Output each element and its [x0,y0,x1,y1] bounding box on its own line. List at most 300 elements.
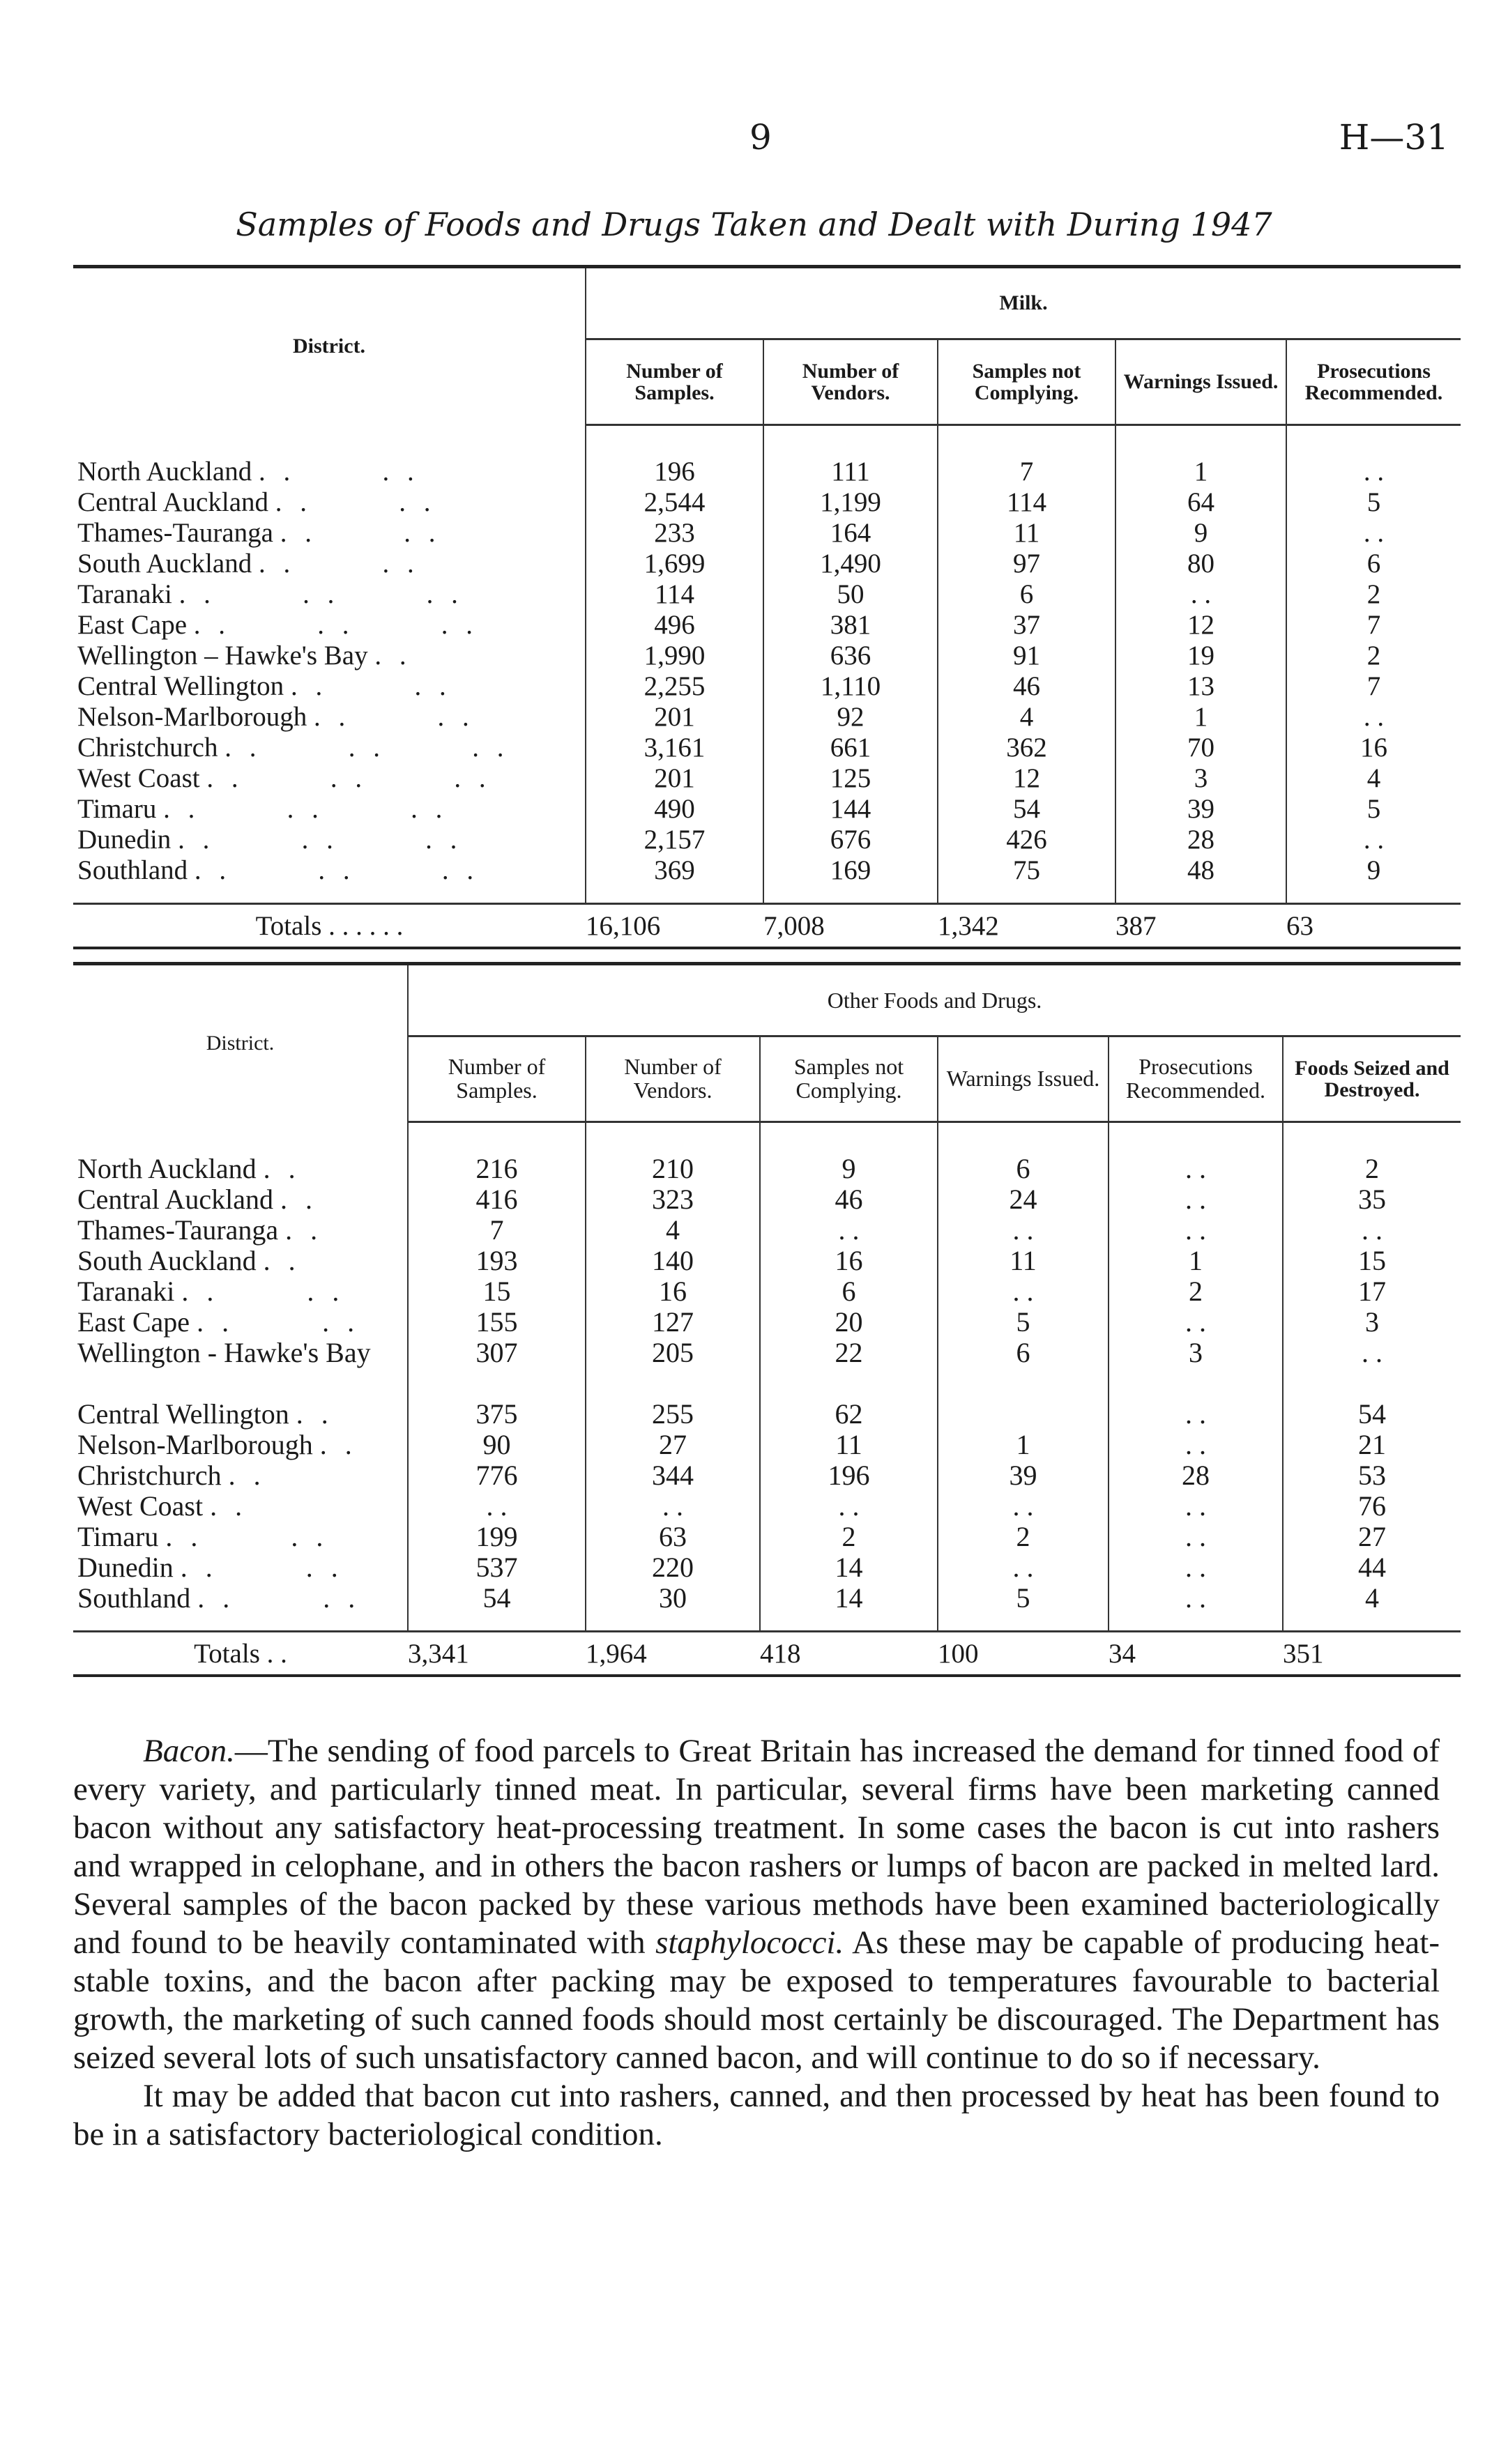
value-cell: 490 [586,794,763,825]
value-cell: 2 [1283,1154,1461,1184]
value-cell: . . [760,1491,938,1522]
district-name: Wellington - Hawke's Bay [77,1337,371,1368]
district-name: Central Wellington [77,1398,289,1430]
value-cell: 205 [586,1338,760,1399]
leader-dots: . . . . [165,1521,329,1552]
leader-dots: . . . . . . [163,794,448,824]
leader-dots: . . . . [314,702,475,732]
other-district-header: District. [73,964,408,1122]
district-name: Nelson-Marlborough [77,702,307,732]
value-cell: 53 [1283,1460,1461,1491]
value-cell: 92 [763,702,938,733]
value-cell: 362 [938,733,1115,763]
value-cell: 2,157 [586,825,763,855]
table-row [73,1338,1461,1399]
value-cell: 39 [1115,794,1286,825]
value-cell: 19 [1115,641,1286,671]
value-cell: . . [938,1215,1109,1246]
value-cell: . . [1283,1215,1461,1246]
leader-dots: . . . . [180,1552,344,1583]
value-cell: 2,544 [586,487,763,518]
other-total-vendors: 1,964 [586,1632,760,1676]
paragraph-italic-term: staphylococci. [655,1924,844,1961]
value-cell: 4 [586,1215,760,1246]
district-name: Thames-Tauranga [77,1214,279,1246]
district-name: South Auckland [77,1245,257,1276]
other-total-not-complying: 418 [760,1632,938,1676]
other-foods-table [73,962,1461,1677]
value-cell: 27 [586,1430,760,1460]
value-cell: 661 [763,733,938,763]
value-cell: 76 [1283,1491,1461,1522]
milk-col-not-complying: Samples not Complying. [938,339,1115,425]
table-row [73,671,1461,702]
value-cell: 426 [938,825,1115,855]
district-name: North Auckland [77,1153,257,1184]
other-col-prosecutions: Prosecutions Recommended. [1109,1036,1283,1122]
value-cell: 2 [938,1522,1109,1552]
district-name-cell [73,457,586,487]
milk-col-prosecutions: Prosecutions Recommended. [1286,339,1461,425]
value-cell: . . [1286,518,1461,549]
district-name: Wellington – Hawke's Bay [77,641,368,671]
value-cell: 369 [586,855,763,886]
value-cell: 1,990 [586,641,763,671]
value-cell: 35 [1283,1184,1461,1215]
value-cell: 6 [938,1338,1109,1399]
district-name-cell [73,518,586,549]
milk-total-samples: 16,106 [586,904,763,949]
value-cell: 1,110 [763,671,938,702]
value-cell: 54 [1283,1399,1461,1430]
value-cell: . . [1115,579,1286,610]
table-row [73,549,1461,579]
value-cell: . . [586,1491,760,1522]
value-cell: 5 [938,1307,1109,1338]
other-col-vendors: Number of Vendors. [586,1036,760,1122]
value-cell: 1 [938,1430,1109,1460]
leader-dots: . . [374,641,412,671]
value-cell: 114 [586,579,763,610]
value-cell: . . [1109,1583,1283,1614]
leader-dots: . . [296,1398,334,1430]
district-name-cell [73,1307,408,1338]
leader-dots: . . . . . . [194,855,480,885]
milk-table [73,265,1461,949]
value-cell: 20 [760,1307,938,1338]
district-name: Dunedin [77,1552,174,1583]
other-total-samples: 3,341 [408,1632,586,1676]
milk-group-header: Milk. [586,267,1461,339]
value-cell: 11 [938,518,1115,549]
leader-dots: . . . . [275,487,436,517]
value-cell: 75 [938,855,1115,886]
leader-dots: . . . . [258,457,420,487]
other-total-foods-seized: 351 [1283,1632,1461,1676]
table-row [73,1552,1461,1583]
value-cell: 140 [586,1246,760,1276]
value-cell: 48 [1115,855,1286,886]
table-row [73,1307,1461,1338]
value-cell: 22 [760,1338,938,1399]
district-name-cell [73,1430,408,1460]
value-cell: 201 [586,702,763,733]
leader-dots: . . . . [181,1276,345,1307]
district-name: Nelson-Marlborough [77,1429,313,1460]
district-name-cell [73,855,586,886]
value-cell: 307 [408,1338,586,1399]
value-cell: 7 [408,1215,586,1246]
value-cell: 15 [408,1276,586,1307]
district-name: Thames-Tauranga [77,518,273,548]
value-cell: 64 [1115,487,1286,518]
district-name-cell [73,641,586,671]
value-cell: . . [1109,1552,1283,1583]
leader-dots: . . . . [197,1582,361,1614]
other-totals-row [73,1632,1461,1676]
value-cell: 44 [1283,1552,1461,1583]
table-row [73,733,1461,763]
value-cell: 381 [763,610,938,641]
table-row [73,794,1461,825]
value-cell: 54 [938,794,1115,825]
district-name: West Coast [77,763,200,793]
other-col-foods-seized: Foods Seized and Destroyed. [1283,1036,1461,1122]
value-cell: . . [938,1276,1109,1307]
district-name-cell [73,487,586,518]
value-cell: 3 [1283,1307,1461,1338]
value-cell: 199 [408,1522,586,1552]
value-cell: 37 [938,610,1115,641]
value-cell: 28 [1115,825,1286,855]
paragraph-processed: It may be added that bacon cut into rashers, canned, and then processed by heat has been found to be in a satisfactory bacteriological condition. [73,2078,1440,2152]
district-name-cell [73,1460,408,1491]
milk-total-prosecutions: 63 [1286,904,1461,949]
value-cell: 4 [938,702,1115,733]
value-cell: 5 [938,1583,1109,1614]
value-cell: 62 [760,1399,938,1430]
value-cell: 201 [586,763,763,794]
value-cell: 220 [586,1552,760,1583]
table-row [73,1215,1461,1246]
value-cell: 90 [408,1430,586,1460]
milk-col-warnings: Warnings Issued. [1115,339,1286,425]
district-name: Christchurch [77,1460,222,1491]
leader-dots: . . . . . . [224,733,510,763]
district-name-cell [73,1583,408,1614]
value-cell: . . [1109,1154,1283,1184]
table-row [73,1460,1461,1491]
value-cell: 114 [938,487,1115,518]
value-cell: 2 [1286,579,1461,610]
district-name-cell [73,794,586,825]
value-cell: 125 [763,763,938,794]
table-row [73,1184,1461,1215]
district-name-cell [73,1399,408,1430]
value-cell: 1,699 [586,549,763,579]
value-cell: 9 [1286,855,1461,886]
value-cell: 46 [938,671,1115,702]
value-cell: 63 [586,1522,760,1552]
leader-dots: . . [280,1184,319,1215]
value-cell: 7 [1286,671,1461,702]
value-cell: 11 [938,1246,1109,1276]
district-name-cell [73,1154,408,1184]
table-row [73,702,1461,733]
page-number: 9 [749,117,772,158]
district-name: Central Auckland [77,487,269,517]
table-row [73,1246,1461,1276]
leader-dots: . . . . [197,1306,360,1338]
value-cell: 6 [938,1154,1109,1184]
value-cell: 16 [586,1276,760,1307]
table-row [73,1522,1461,1552]
value-cell: 54 [408,1583,586,1614]
district-name-cell [73,1215,408,1246]
value-cell: 46 [760,1184,938,1215]
value-cell: 375 [408,1399,586,1430]
district-name: Southland [77,1582,191,1614]
value-cell: 7 [1286,610,1461,641]
value-cell: . . [1109,1307,1283,1338]
leader-dots: . . . . [280,518,441,548]
table-row [73,1583,1461,1614]
value-cell: 196 [586,457,763,487]
value-cell: . . [1109,1522,1283,1552]
value-cell: . . [1109,1215,1283,1246]
district-name-cell [73,733,586,763]
value-cell: 127 [586,1307,760,1338]
district-name: South Auckland [77,549,252,579]
table-row [73,579,1461,610]
milk-total-not-complying: 1,342 [938,904,1115,949]
table-row [73,487,1461,518]
value-cell: 5 [1286,794,1461,825]
table-row [73,1491,1461,1522]
value-cell: 12 [938,763,1115,794]
district-name: East Cape [77,610,188,640]
value-cell: 6 [1286,549,1461,579]
page-title: Samples of Foods and Drugs Taken and Dealt with During 1947 [236,206,1272,243]
other-total-prosecutions: 34 [1109,1632,1283,1676]
district-name-cell [73,1552,408,1583]
value-cell: 91 [938,641,1115,671]
table-row [73,518,1461,549]
table-row [73,1276,1461,1307]
value-cell: 50 [763,579,938,610]
value-cell: . . [1286,825,1461,855]
value-cell: 255 [586,1399,760,1430]
value-cell: 233 [586,518,763,549]
leader-dots: . . . . [290,671,452,701]
leader-dots: . . [319,1429,358,1460]
other-total-warnings: 100 [938,1632,1109,1676]
milk-col-samples: Number of Samples. [586,339,763,425]
value-cell: 2 [1109,1276,1283,1307]
value-cell: 111 [763,457,938,487]
table-row [73,457,1461,487]
table-row [73,1399,1461,1430]
value-cell: 196 [760,1460,938,1491]
value-cell: 416 [408,1184,586,1215]
value-cell: 3,161 [586,733,763,763]
value-cell: 16 [1286,733,1461,763]
value-cell: 4 [1286,763,1461,794]
value-cell: 144 [763,794,938,825]
leader-dots: . . [285,1214,323,1246]
value-cell: 6 [938,579,1115,610]
value-cell: 1 [1115,457,1286,487]
value-cell: 28 [1109,1460,1283,1491]
district-name-cell [73,763,586,794]
value-cell: 17 [1283,1276,1461,1307]
leader-dots: . . [228,1460,266,1491]
value-cell: . . [1283,1338,1461,1399]
district-name-cell [73,702,586,733]
district-name-cell [73,1522,408,1552]
value-cell: 4 [1283,1583,1461,1614]
value-cell: 21 [1283,1430,1461,1460]
other-group-header: Other Foods and Drugs. [408,964,1461,1036]
value-cell: 537 [408,1552,586,1583]
value-cell: 6 [760,1276,938,1307]
paragraph-lead: Bacon. [143,1733,235,1769]
value-cell: 14 [760,1552,938,1583]
milk-totals-row [73,904,1461,949]
value-cell: 496 [586,610,763,641]
other-col-samples: Number of Samples. [408,1036,586,1122]
district-name-cell [73,1246,408,1276]
value-cell: 16 [760,1246,938,1276]
leader-dots: . . [210,1490,248,1522]
value-cell: 323 [586,1184,760,1215]
district-name: Central Auckland [77,1184,274,1215]
value-cell: . . [760,1215,938,1246]
value-cell: 1,490 [763,549,938,579]
other-col-not-complying: Samples not Complying. [760,1036,938,1122]
district-name-cell [73,825,586,855]
leader-dots: . . . . . . [178,825,463,855]
milk-district-header: District. [73,267,586,425]
leader-dots: . . . . . . [178,579,464,609]
value-cell: 9 [1115,518,1286,549]
district-name: Taranaki [77,579,172,609]
value-cell: 27 [1283,1522,1461,1552]
value-cell: 97 [938,549,1115,579]
value-cell: 3 [1115,763,1286,794]
leader-dots: . . . . [259,549,420,579]
paragraph-bacon-text-a: —The sending of food parcels to Great Britain has increased the demand for tinned food of every variety, and particularly tinned meat. In particular, several firms have been marketing canned bacon without any satisfactory heat-processing treatment. In some cases the bacon is cut into rashers and wrapped in celophane, and in others the bacon rashers or lumps of bacon are packed in melted lard. Several samples of the bacon packed by these various methods have been examined bacteriologically and found to be heavily contaminated with [73,1733,1440,1961]
value-cell: 676 [763,825,938,855]
district-name-cell [73,610,586,641]
leader-dots: . . [263,1153,301,1184]
value-cell: 7 [938,457,1115,487]
value-cell: 164 [763,518,938,549]
value-cell: 12 [1115,610,1286,641]
district-name: West Coast [77,1490,204,1522]
value-cell: 80 [1115,549,1286,579]
district-name: Central Wellington [77,671,284,701]
leader-dots: . . [263,1245,301,1276]
value-cell: 1 [1109,1246,1283,1276]
district-name-cell [73,671,586,702]
value-cell: 2 [1286,641,1461,671]
district-name-cell [73,1491,408,1522]
district-name-cell [73,1184,408,1215]
value-cell: 344 [586,1460,760,1491]
value-cell: . . [938,1491,1109,1522]
table-row [73,641,1461,671]
value-cell: 14 [760,1583,938,1614]
value-cell: . . [1109,1184,1283,1215]
value-cell: . . [1109,1430,1283,1460]
district-name: East Cape [77,1306,190,1338]
table-row [73,825,1461,855]
leader-dots: . . . . . . [193,610,479,640]
district-name-cell [73,579,586,610]
other-table-body [73,1154,1461,1614]
milk-total-warnings: 387 [1115,904,1286,949]
value-cell: 13 [1115,671,1286,702]
district-name-cell [73,549,586,579]
table-row [73,763,1461,794]
value-cell: . . [408,1491,586,1522]
value-cell: 70 [1115,733,1286,763]
value-cell: 24 [938,1184,1109,1215]
value-cell: 2,255 [586,671,763,702]
value-cell: 1 [1115,702,1286,733]
value-cell: . . [1286,457,1461,487]
value-cell: 39 [938,1460,1109,1491]
other-totals-label: Totals . . [73,1632,408,1676]
milk-table-body [73,457,1461,886]
other-col-warnings: Warnings Issued. [938,1036,1109,1122]
value-cell: . . [1109,1399,1283,1430]
milk-totals-label: Totals . . . . . . [73,904,586,949]
value-cell: 3 [1109,1338,1283,1399]
table-row [73,1430,1461,1460]
district-name: Dunedin [77,825,172,855]
value-cell: . . [1286,702,1461,733]
value-cell: 636 [763,641,938,671]
leader-dots: . . . . . . [206,763,492,793]
table-row [73,610,1461,641]
value-cell: 30 [586,1583,760,1614]
value-cell: . . [938,1552,1109,1583]
value-cell: 210 [586,1154,760,1184]
paragraph-bacon [73,1732,1440,2077]
district-name: Southland [77,855,188,885]
value-cell: 11 [760,1430,938,1460]
value-cell: . . [1109,1491,1283,1522]
district-name-cell [73,1338,408,1399]
district-name-cell [73,1276,408,1307]
value-cell: 15 [1283,1246,1461,1276]
value-cell [938,1399,1109,1430]
table-row [73,855,1461,886]
value-cell: 155 [408,1307,586,1338]
value-cell: 193 [408,1246,586,1276]
value-cell: 5 [1286,487,1461,518]
milk-total-vendors: 7,008 [763,904,938,949]
district-name: Christchurch [77,733,218,763]
district-name: Timaru [77,794,157,824]
body-text [73,1732,1440,2154]
district-name: Timaru [77,1521,159,1552]
milk-col-vendors: Number of Vendors. [763,339,938,425]
value-cell: 169 [763,855,938,886]
value-cell: 216 [408,1154,586,1184]
